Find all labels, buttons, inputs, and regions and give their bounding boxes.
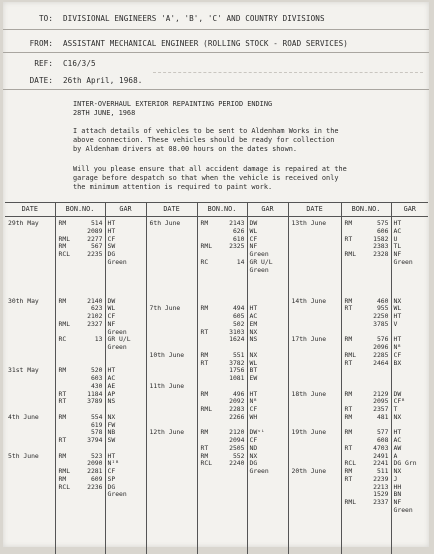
table-body-row [5, 217, 428, 554]
garage-code: SW [108, 437, 116, 444]
bon-number: 2285 [373, 352, 388, 359]
bon-number: 2129 [373, 391, 388, 398]
column-header: DATE [5, 203, 55, 217]
schedule-date: 7th June [150, 305, 181, 312]
bon-number: 520 [91, 367, 103, 374]
bus-class: RCL [59, 484, 76, 491]
bon-no-column [56, 217, 105, 554]
garage-code: HT [394, 429, 402, 436]
bus-class: RT [59, 391, 76, 398]
bon-number: 481 [377, 414, 389, 421]
table-header-row [5, 203, 428, 217]
garage-code: DW [250, 220, 258, 227]
ref-label: REF: [7, 59, 53, 68]
garage-code: WL [250, 228, 258, 235]
garage-code: FW [108, 422, 116, 429]
garage-code: AC [108, 375, 116, 382]
schedule-date: 11th June [150, 383, 185, 390]
bon-number: 2327 [87, 321, 102, 328]
garage-code: Green [108, 491, 127, 498]
garage-code: EW [250, 375, 258, 382]
bus-class: RM [345, 429, 362, 436]
column-header: GAR [105, 203, 146, 217]
header-rule [3, 89, 429, 90]
bon-number: 2092 [229, 398, 244, 405]
bus-class: RML [201, 243, 218, 250]
bon-number: 577 [377, 429, 389, 436]
bus-class: RM [201, 453, 218, 460]
garage-code: AW [394, 445, 402, 452]
garage-code: Nᴵᴮ [108, 460, 120, 467]
garage-code: NB [108, 429, 116, 436]
bus-class: RM [345, 220, 362, 227]
date-column [5, 217, 55, 554]
bleed-through-rule [153, 72, 423, 73]
bon-number: 551 [233, 352, 245, 359]
bus-class: RML [345, 352, 362, 359]
bus-class: RML [201, 406, 218, 413]
schedule-date: 17th June [292, 336, 327, 343]
bus-class: RT [201, 329, 218, 336]
schedule-date: 4th June [8, 414, 39, 421]
bon-number: 1582 [373, 236, 388, 243]
garage-code: AC [394, 437, 402, 444]
bon-number: 608 [377, 437, 389, 444]
bon-number: 3782 [229, 360, 244, 367]
bon-number: 605 [233, 313, 245, 320]
garage-code: A [394, 453, 398, 460]
bon-number: 2464 [373, 360, 388, 367]
bon-number: 3785 [373, 321, 388, 328]
date-column [147, 217, 197, 554]
garage-code: HT [394, 313, 402, 320]
bon-number: 623 [91, 305, 103, 312]
bon-number: 2213 [373, 484, 388, 491]
date-value: 26th April, 1968. [63, 76, 142, 85]
garage-code: U [394, 236, 398, 243]
bon-number: 430 [91, 383, 103, 390]
bus-class: RM [59, 453, 76, 460]
garage-code: DG [108, 251, 116, 258]
bon-number: 2094 [229, 437, 244, 444]
garage-code: CF [108, 236, 116, 243]
garage-code: BN [394, 491, 402, 498]
bon-number: 2096 [373, 344, 388, 351]
garage-code: NF [250, 243, 258, 250]
bon-number: 1624 [229, 336, 244, 343]
bus-class: RM [345, 391, 362, 398]
bon-number: 610 [233, 236, 245, 243]
gar-column [248, 217, 288, 554]
bus-class: RT [345, 236, 362, 243]
bon-number: 494 [233, 305, 245, 312]
garage-code: AP [108, 391, 116, 398]
column-header: BON.NO. [55, 203, 105, 217]
garage-code: NX [394, 414, 402, 421]
column-header: GAR [247, 203, 288, 217]
bus-class: RM [201, 391, 218, 398]
bon-number: 2090 [87, 460, 102, 467]
garage-code: CF [250, 236, 258, 243]
schedule-date: 29th May [8, 220, 39, 227]
garage-code: CF [108, 313, 116, 320]
memo-title [73, 100, 272, 118]
bon-number: 626 [233, 228, 245, 235]
bon-number: 567 [91, 243, 103, 250]
bon-number: 14 [237, 259, 245, 266]
garage-code: HT [108, 367, 116, 374]
column-header: GAR [391, 203, 428, 217]
garage-code: Green [250, 468, 269, 475]
bon-number: 2102 [87, 313, 102, 320]
bon-number: 502 [233, 321, 245, 328]
bon-number: 1529 [373, 491, 388, 498]
garage-code: GR U/L [108, 336, 131, 343]
schedule-date: 20th June [292, 468, 327, 475]
bon-number: 619 [91, 422, 103, 429]
bus-class: RM [201, 220, 218, 227]
bus-class: RML [345, 251, 362, 258]
schedule-date: 19th June [292, 429, 327, 436]
garage-code: J [394, 476, 398, 483]
date-column [289, 217, 341, 554]
bon-number: 4703 [373, 445, 388, 452]
bon-number: 554 [91, 414, 103, 421]
garage-code: AE [108, 383, 116, 390]
garage-code: Nᴮ [250, 398, 258, 405]
schedule-date: 30th May [8, 298, 39, 305]
garage-code: CF [394, 352, 402, 359]
bon-number: 2240 [229, 460, 244, 467]
paragraph-line: I attach details of vehicles to be sent to Aldenham Works in the [73, 127, 393, 136]
bon-number: 955 [377, 305, 389, 312]
garage-code: DG Grn [394, 460, 417, 467]
garage-code: HH [394, 484, 402, 491]
bon-number: 2241 [373, 460, 388, 467]
garage-code: TL [394, 243, 402, 250]
bus-class: RT [345, 406, 362, 413]
garage-code: SW [108, 243, 116, 250]
to-label: TO: [7, 14, 53, 23]
bon-number: 496 [233, 391, 245, 398]
bon-number: 603 [91, 375, 103, 382]
bon-number: 606 [377, 228, 389, 235]
column-header: BON.NO. [341, 203, 391, 217]
bus-class: RT [345, 476, 362, 483]
bon-number: 2281 [87, 468, 102, 475]
bus-class: RML [59, 236, 76, 243]
bus-class: RM [345, 468, 362, 475]
bus-class: RCL [201, 460, 218, 467]
bon-number: 523 [91, 453, 103, 460]
bon-no-column [198, 217, 247, 554]
garage-code: BT [250, 367, 258, 374]
memo-sheet [3, 2, 429, 547]
bon-number: 2089 [87, 228, 102, 235]
garage-code: WL [108, 305, 116, 312]
garage-code: V [394, 321, 398, 328]
bus-class: RM [201, 305, 218, 312]
schedule-date: 5th June [8, 453, 39, 460]
gar-column [392, 217, 429, 554]
garage-code: HT [394, 220, 402, 227]
bon-number: 2328 [373, 251, 388, 258]
garage-code: DG [250, 460, 258, 467]
bus-class: RM [345, 298, 362, 305]
bon-number: 1081 [229, 375, 244, 382]
bon-number: 2283 [229, 406, 244, 413]
bon-number: 1756 [229, 367, 244, 374]
garage-code: GR U/L [250, 259, 273, 266]
bus-class: RT [59, 437, 76, 444]
bon-number: 3794 [87, 437, 102, 444]
garage-code: Green [250, 251, 269, 258]
bus-class: RCL [59, 251, 76, 258]
garage-code: ND [250, 445, 258, 452]
garage-code: DG [108, 484, 116, 491]
bus-class: RC [59, 336, 76, 343]
bon-number: 2235 [87, 251, 102, 258]
garage-code: CF [108, 468, 116, 475]
bon-number: 2236 [87, 484, 102, 491]
bus-class: RML [59, 468, 76, 475]
bon-number: 575 [377, 220, 389, 227]
bus-class: RT [345, 305, 362, 312]
garage-code: T [394, 406, 398, 413]
garage-code: HT [394, 336, 402, 343]
ref-value: C16/3/5 [63, 59, 96, 68]
bus-class: RT [345, 360, 362, 367]
bon-number: 2120 [229, 429, 244, 436]
bon-number: 2383 [373, 243, 388, 250]
bus-class: RM [59, 414, 76, 421]
bon-number: 460 [377, 298, 389, 305]
garage-code: NX [250, 453, 258, 460]
header-rule [3, 29, 429, 30]
schedule-date: 14th June [292, 298, 327, 305]
bus-class: RM [201, 429, 218, 436]
garage-code: Green [108, 344, 127, 351]
bon-number: 514 [91, 220, 103, 227]
header-rule [3, 52, 429, 53]
column-header: DATE [288, 203, 341, 217]
bus-class: RM [59, 298, 76, 305]
vehicle-schedule-table [5, 202, 428, 554]
garage-code: BX [394, 360, 402, 367]
garage-code: Green [108, 329, 127, 336]
garage-code: NS [250, 336, 258, 343]
bon-number: 2325 [229, 243, 244, 250]
bon-number: 1184 [87, 391, 102, 398]
garage-code: AC [394, 228, 402, 235]
garage-code: DW [394, 391, 402, 398]
garage-code: Green [394, 259, 413, 266]
garage-code: NX [250, 329, 258, 336]
bon-number: 609 [91, 476, 103, 483]
garage-code: NF [394, 499, 402, 506]
garage-code: NF [394, 251, 402, 258]
bus-class: RM [345, 414, 362, 421]
from-value: ASSISTANT MECHANICAL ENGINEER (ROLLING STOCK - ROAD SERVICES) [63, 39, 348, 48]
bus-class: RCL [345, 460, 362, 467]
bon-number: 552 [233, 453, 245, 460]
bon-number: 2095 [373, 398, 388, 405]
garage-code: WL [250, 360, 258, 367]
bon-number: 2357 [373, 406, 388, 413]
bon-number: 578 [91, 429, 103, 436]
bus-class: RC [201, 259, 218, 266]
bon-number: 2143 [229, 220, 244, 227]
memo-title-line: INTER-OVERHAUL EXTERIOR REPAINTING PERIOD ENDING [73, 100, 272, 109]
garage-code: NS [108, 398, 116, 405]
paragraph-line: by Aldenham drivers at 08.00 hours on the dates shown. [73, 145, 393, 154]
garage-code: Green [108, 259, 127, 266]
bon-number: 2337 [373, 499, 388, 506]
date-label: DATE: [7, 76, 53, 85]
bon-number: 13 [95, 336, 103, 343]
bus-class: RM [59, 476, 76, 483]
bus-class: RM [59, 220, 76, 227]
bon-number: 511 [377, 468, 389, 475]
memo-paragraph [73, 165, 393, 192]
paragraph-line: Will you please ensure that all accident damage is repaired at the [73, 165, 393, 174]
garage-code: DW [108, 298, 116, 305]
bon-number: 576 [377, 336, 389, 343]
bon-number: 2505 [229, 445, 244, 452]
bon-number: 2266 [229, 414, 244, 421]
garage-code: Green [394, 507, 413, 514]
memo-paragraph [73, 127, 393, 154]
bus-class: RM [59, 243, 76, 250]
gar-column [106, 217, 146, 554]
from-label: FROM: [7, 39, 53, 48]
schedule-date: 31st May [8, 367, 39, 374]
garage-code: NX [394, 298, 402, 305]
bus-class: RT [201, 360, 218, 367]
bon-number: 2140 [87, 298, 102, 305]
garage-code: CFᴮ [394, 398, 406, 405]
bus-class: RT [59, 398, 76, 405]
schedule-date: 12th June [150, 429, 185, 436]
bus-class: RM [59, 367, 76, 374]
bus-class: RM [201, 352, 218, 359]
schedule-date: 10th June [150, 352, 185, 359]
paragraph-line: garage before despatch so that when the vehicle is received only [73, 174, 393, 183]
garage-code: HT [108, 453, 116, 460]
garage-code: CF [250, 437, 258, 444]
garage-code: SP [108, 476, 116, 483]
bon-number: 2491 [373, 453, 388, 460]
garage-code: HT [108, 228, 116, 235]
garage-code: HT [250, 305, 258, 312]
garage-code: Nᴮ [394, 344, 402, 351]
garage-code: NX [108, 414, 116, 421]
to-value: DIVISIONAL ENGINEERS 'A', 'B', 'C' AND COUNTRY DIVISIONS [63, 14, 325, 23]
garage-code: NX [250, 352, 258, 359]
garage-code: DWᵛᴸ [250, 429, 265, 436]
garage-code: EM [250, 321, 258, 328]
garage-code: NF [108, 321, 116, 328]
garage-code: WL [394, 305, 402, 312]
garage-code: CF [250, 406, 258, 413]
column-header: BON.NO. [197, 203, 247, 217]
bon-no-column [342, 217, 391, 554]
paragraph-line: the minimum attention is required to paint work. [73, 183, 393, 192]
garage-code: HT [250, 391, 258, 398]
bon-number: 2239 [373, 476, 388, 483]
memo-title-line: 28TH JUNE, 1968 [73, 109, 272, 118]
garage-code: AC [250, 313, 258, 320]
garage-code: HT [108, 220, 116, 227]
garage-code: WH [250, 414, 258, 421]
column-header: DATE [146, 203, 197, 217]
bus-class: RML [345, 499, 362, 506]
bon-number: 2250 [373, 313, 388, 320]
schedule-date: 13th June [292, 220, 327, 227]
garage-code: Green [250, 267, 269, 274]
bon-number: 3103 [229, 329, 244, 336]
bus-class: RT [201, 445, 218, 452]
bus-class: RT [345, 445, 362, 452]
bon-number: 2277 [87, 236, 102, 243]
schedule-date: 18th June [292, 391, 327, 398]
bus-class: RM [345, 336, 362, 343]
bus-class: RML [59, 321, 76, 328]
garage-code: NX [394, 468, 402, 475]
schedule-date: 6th June [150, 220, 181, 227]
paragraph-line: above connection. These vehicles should be ready for collection [73, 136, 393, 145]
bon-number: 3789 [87, 398, 102, 405]
